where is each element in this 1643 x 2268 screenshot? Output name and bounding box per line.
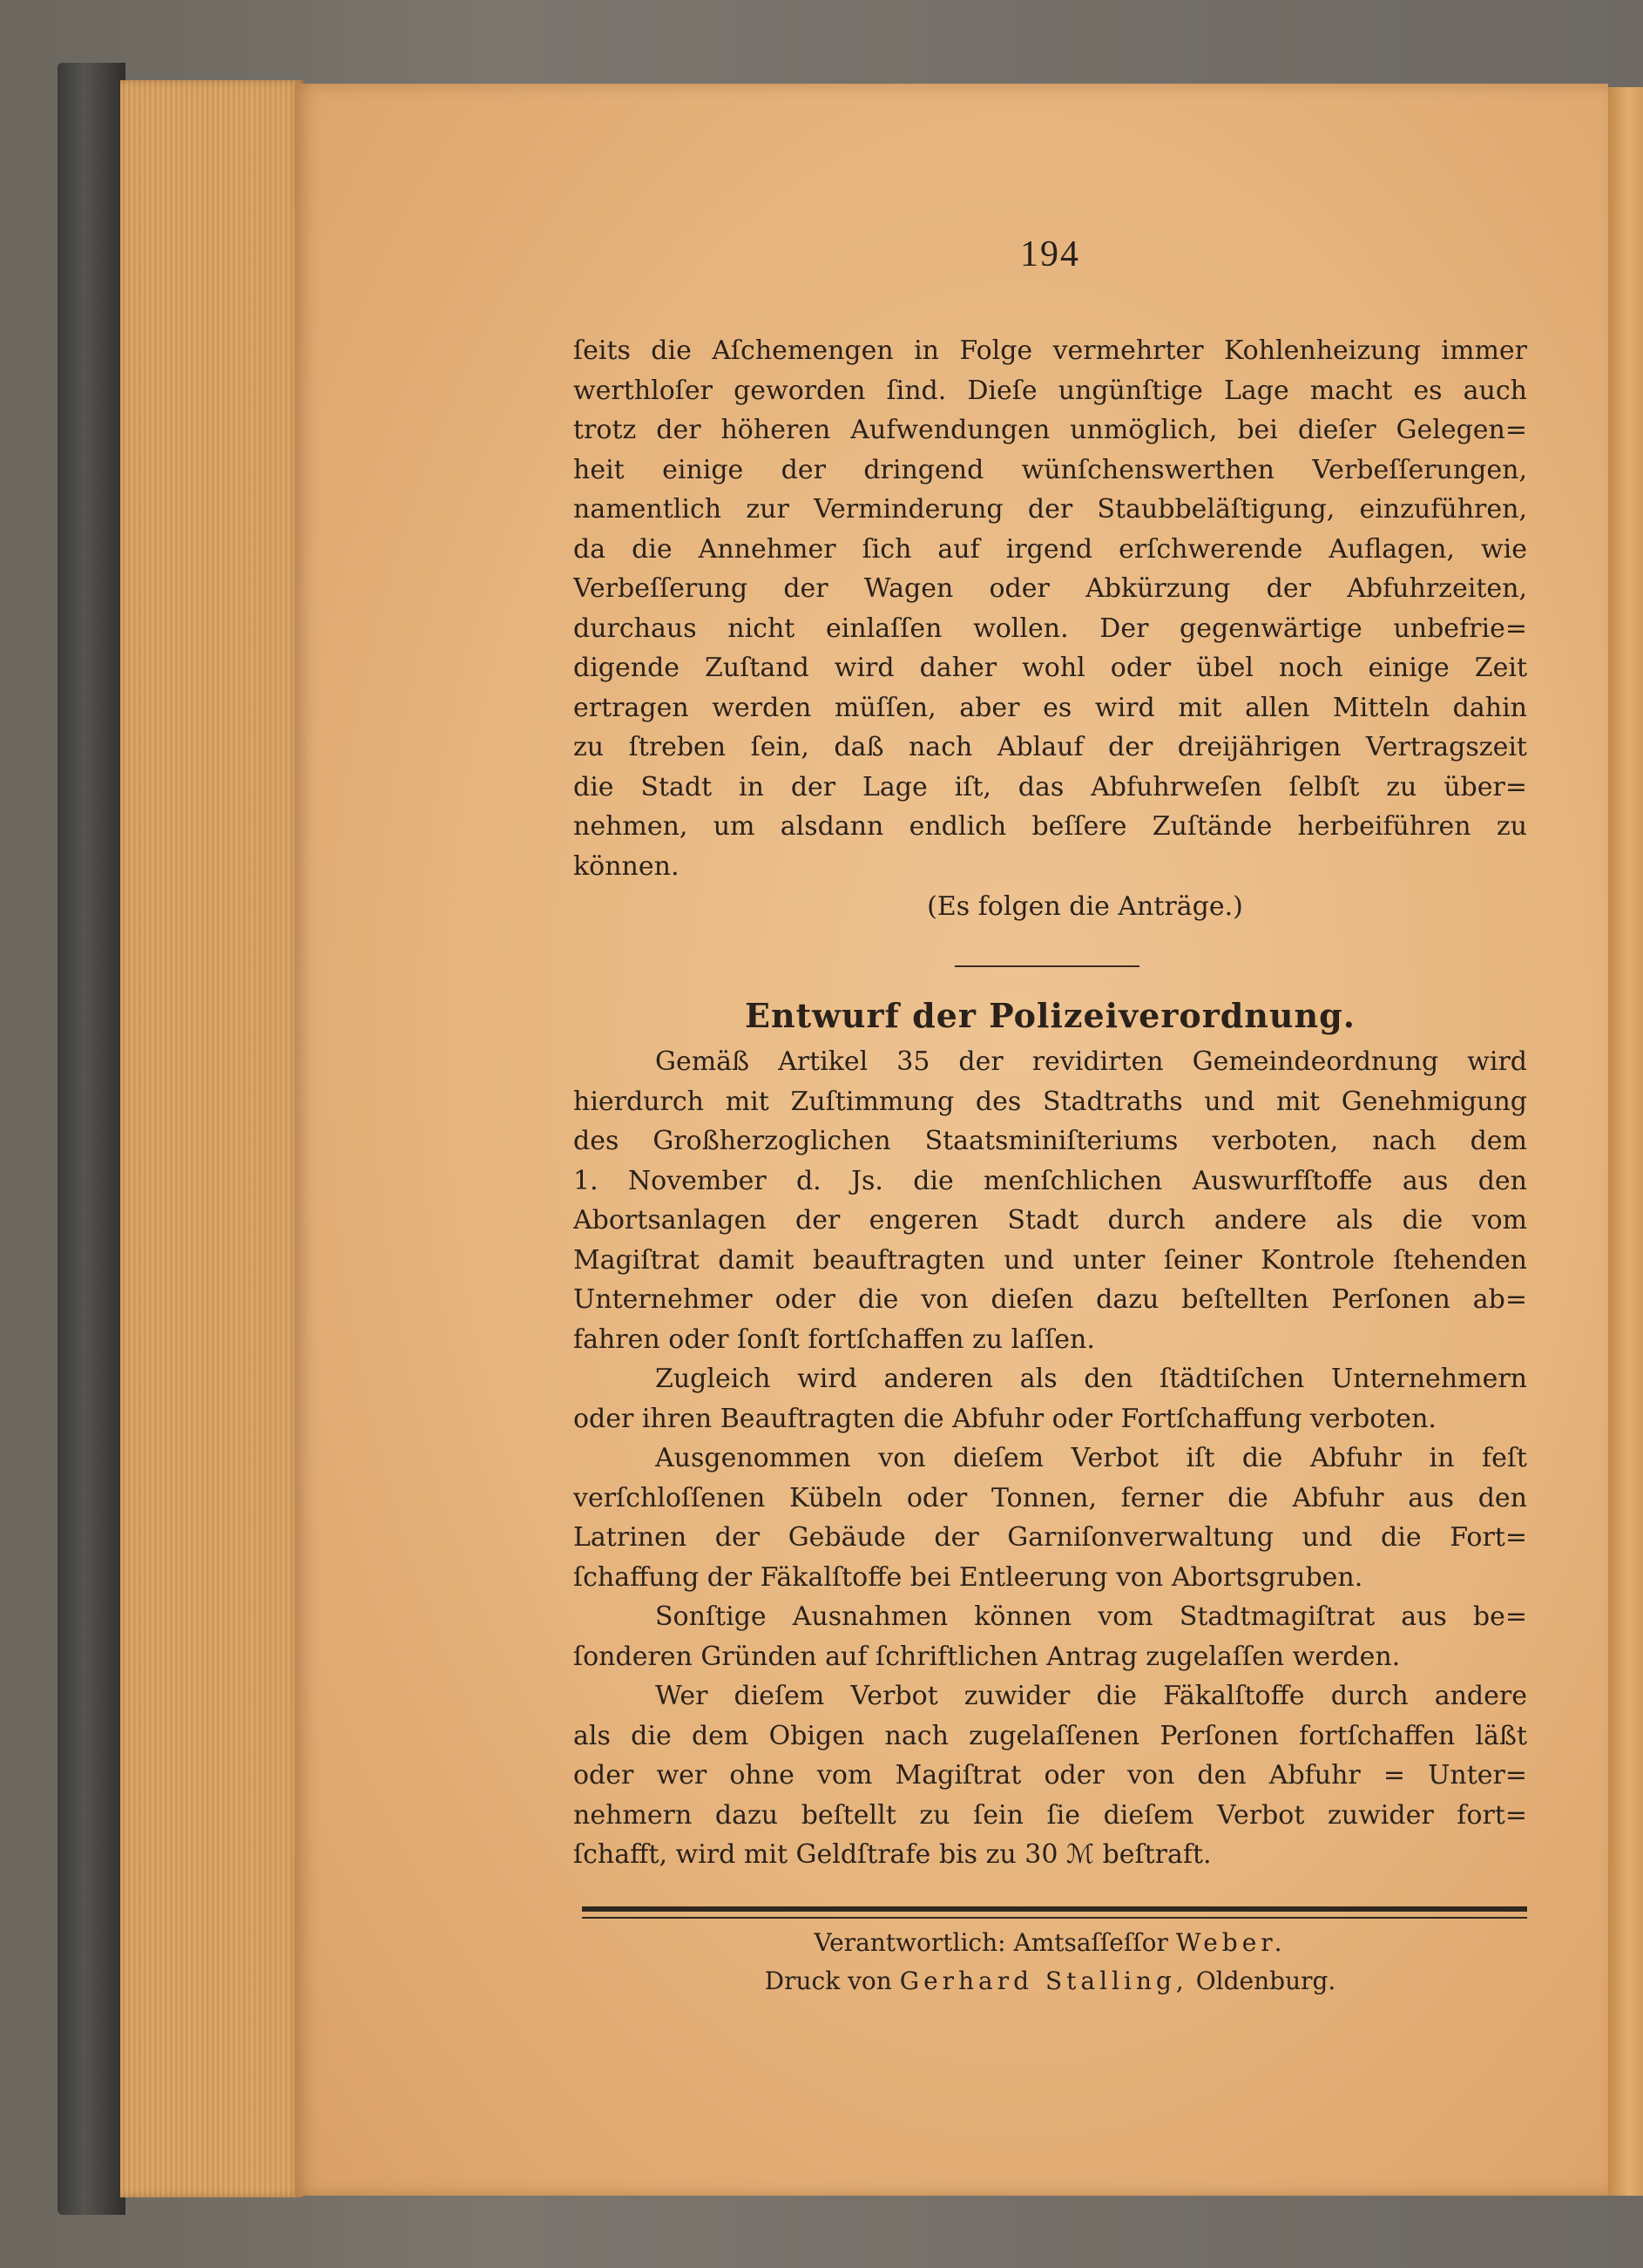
text-line: 1. November d. Js. die menſchlichen Auswurfſtoffe aus den: [573, 1165, 1527, 1196]
text-line: verſchloſſenen Kübeln oder Tonnen, ferner die Abfuhr aus den: [573, 1482, 1527, 1513]
text-line: oder ihren Beauftragten die Abfuhr oder Fortſchaffung verboten.: [573, 1403, 1437, 1434]
text-line: digende Zuſtand wird daher wohl oder übel noch einige Zeit: [573, 653, 1527, 683]
text-line: Sonſtige Ausnahmen können vom Stadtmagiſtrat aus be=: [655, 1601, 1527, 1632]
imprint: [573, 1924, 1527, 2001]
page-gutter: [1608, 87, 1643, 2196]
text-line: Latrinen der Gebäude der Garniſonverwaltung und die Fort=: [573, 1522, 1527, 1553]
text-line: hierdurch mit Zuſtimmung des Stadtraths und mit Genehmigung: [573, 1086, 1527, 1117]
text-line: Wer dieſem Verbot zuwider die Fäkalſtoffe durch andere: [655, 1681, 1527, 1711]
text-line: zu ſtreben ſein, daß nach Ablauf der dreijährigen Vertragszeit: [573, 732, 1527, 762]
text-line: heit einige der dringend wünſchenswerthen Verbeſſerungen,: [573, 454, 1527, 485]
imprint-responsible-name: Weber.: [1175, 1928, 1287, 1957]
text-line: die Stadt in der Lage iſt, das Abfuhrweſen ſelbſt zu über=: [573, 771, 1527, 802]
imprint-printer: [573, 1962, 1527, 2001]
text-line: ſonderen Gründen auf ſchriftlichen Antrag zugelaſſen werden.: [573, 1641, 1401, 1672]
text-line: werthloſer geworden ſind. Dieſe ungünſtige Lage macht es auch: [573, 375, 1527, 406]
text-line: ſchaffung der Fäkalſtoffe bei Entleerung von Abortsgruben.: [573, 1561, 1363, 1593]
section-heading: Entwurf der Polizeiverordnung.: [745, 996, 1356, 1035]
text-line: ertragen werden müſſen, aber es wird mit allen Mitteln dahin: [573, 692, 1527, 723]
book-binding: [57, 63, 125, 2215]
text-line: Ausgenommen von dieſem Verbot iſt die Abfuhr in feſt: [655, 1443, 1527, 1473]
text-line: Zugleich wird anderen als den ſtädtiſchen Unternehmern: [655, 1364, 1527, 1394]
text-line: Magiſtrat damit beauftragten und unter ſeiner Kontrole ſtehenden: [573, 1244, 1527, 1276]
text-line: namentlich zur Verminderung der Staubbeläſtigung, einzuführen,: [573, 494, 1527, 525]
text-line: Unternehmer oder die von dieſen dazu beſtellten Perſonen ab=: [573, 1284, 1527, 1315]
text-line: als die dem Obigen nach zugelaſſenen Perſonen fortſchaffen läßt: [573, 1720, 1527, 1751]
text-line: trotz der höheren Aufwendungen unmöglich, bei dieſer Gelegen=: [573, 415, 1527, 445]
page-edges: [120, 80, 303, 2197]
section-divider: [955, 965, 1139, 967]
imprint-printer-name: Gerhard Stalling,: [899, 1967, 1188, 1995]
imprint-responsible: [573, 1924, 1527, 1962]
imprint-responsible-label: Verantwortlich: Amtsaſſeſſor: [814, 1928, 1168, 1957]
text-line: nehmern dazu beſtellt zu ſein ſie dieſem Verbot zuwider fort=: [573, 1799, 1527, 1831]
note-line: (Es folgen die Anträge.): [927, 891, 1243, 922]
imprint-rule: [582, 1906, 1527, 1919]
text-line: fahren oder ſonſt fortſchaffen zu laſſen.: [573, 1324, 1095, 1355]
paragraph-1: [573, 331, 1527, 928]
imprint-printer-label: Druck von: [764, 1967, 892, 1995]
ordinance-body: [573, 1042, 1527, 1875]
text-line: des Großherzoglichen Staatsminiſteriums verboten, nach dem: [573, 1126, 1527, 1156]
text-line: Abortsanlagen der engeren Stadt durch andere als die vom: [573, 1205, 1527, 1236]
imprint-printer-place: Oldenburg.: [1195, 1967, 1336, 1995]
text-line: nehmen, um alsdann endlich beſſere Zuſtände herbeiführen zu: [573, 811, 1527, 842]
text-line: können.: [573, 850, 680, 882]
text-line: oder wer ohne vom Magiſtrat oder von den Abfuhr = Unter=: [573, 1760, 1527, 1791]
text-line: Gemäß Artikel 35 der revidirten Gemeindeordnung wird: [655, 1046, 1527, 1077]
text-line: Verbeſſerung der Wagen oder Abkürzung der Abfuhrzeiten,: [573, 573, 1527, 604]
page-number: 194: [1020, 234, 1080, 274]
text-line: da die Annehmer ſich auf irgend erſchwerende Auflagen, wie: [573, 533, 1527, 565]
text-line: durchaus nicht einlaſſen wollen. Der gegenwärtige unbefrie=: [573, 613, 1527, 644]
text-line: ſeits die Aſchemengen in Folge vermehrter Kohlenheizung immer: [573, 335, 1527, 366]
text-line: ſchafft, wird mit Geldſtrafe bis zu 30 ℳ beſtraft.: [573, 1839, 1212, 1870]
